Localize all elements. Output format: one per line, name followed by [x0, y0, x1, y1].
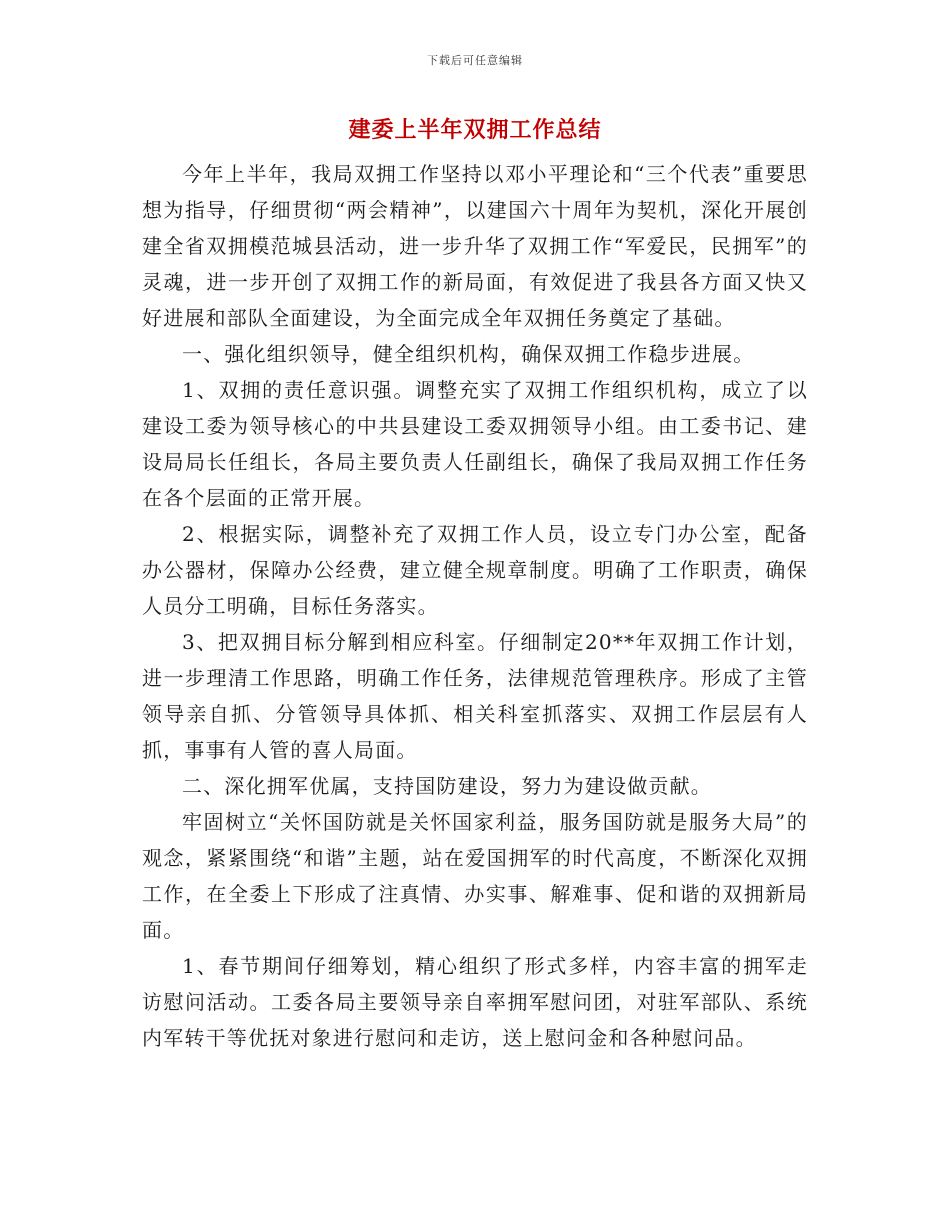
section-heading-1: 一、强化组织领导，健全组织机构，确保双拥工作稳步进展。 — [182, 342, 755, 366]
paragraph-2-intro: 牢固树立“关怀国防就是关怀国家利益，服务国防就是服务大局”的观念，紧紧围绕“和谐”主题，站在爱国拥军的时代高度，不断深化双拥工作，在全委上下形成了注真情、办实事、解难事、促和谐的双拥新局面。 — [142, 810, 808, 942]
paragraph-1-3: 3、把双拥目标分解到相应科室。仔细制定20**年双拥工作计划，进一步理清工作思路，明确工作任务，法律规范管理秩序。形成了主管领导亲自抓、分管领导具体抓、相关科室抓落实、双拥工作层层有人抓，事事有人管的喜人局面。 — [142, 630, 808, 762]
section-heading-2: 二、深化拥军优属，支持国防建设，努力为建设做贡献。 — [182, 774, 712, 798]
document-title: 建委上半年双拥工作总结 — [348, 117, 602, 143]
header-note: 下载后可任意编辑 — [427, 54, 523, 67]
paragraph-2-1: 1、春节期间仔细筹划，精心组织了形式多样，内容丰富的拥军走访慰问活动。工委各局主要领导亲自率拥军慰问团，对驻军部队、系统内军转干等优抚对象进行慰问和走访，送上慰问金和各种慰问品。 — [142, 954, 808, 1050]
paragraph-1-1: 1、双拥的责任意识强。调整充实了双拥工作组织机构，成立了以建设工委为领导核心的中共县建设工委双拥领导小组。由工委书记、建设局局长任组长，各局主要负责人任副组长，确保了我局双拥工作任务在各个层面的正常开展。 — [142, 378, 808, 510]
document-body — [142, 156, 808, 1056]
paragraph-1-2: 2、根据实际，调整补充了双拥工作人员，设立专门办公室，配备办公器材，保障办公经费，建立健全规章制度。明确了工作职责，确保人员分工明确，目标任务落实。 — [142, 522, 808, 618]
paragraph-intro: 今年上半年，我局双拥工作坚持以邓小平理论和“三个代表”重要思想为指导，仔细贯彻“两会精神”，以建国六十周年为契机，深化开展创建全省双拥模范城县活动，进一步升华了双拥工作“军爱民，民拥军”的灵魂，进一步开创了双拥工作的新局面，有效促进了我县各方面又快又好进展和部队全面建设，为全面完成全年双拥任务奠定了基础。 — [142, 162, 808, 330]
